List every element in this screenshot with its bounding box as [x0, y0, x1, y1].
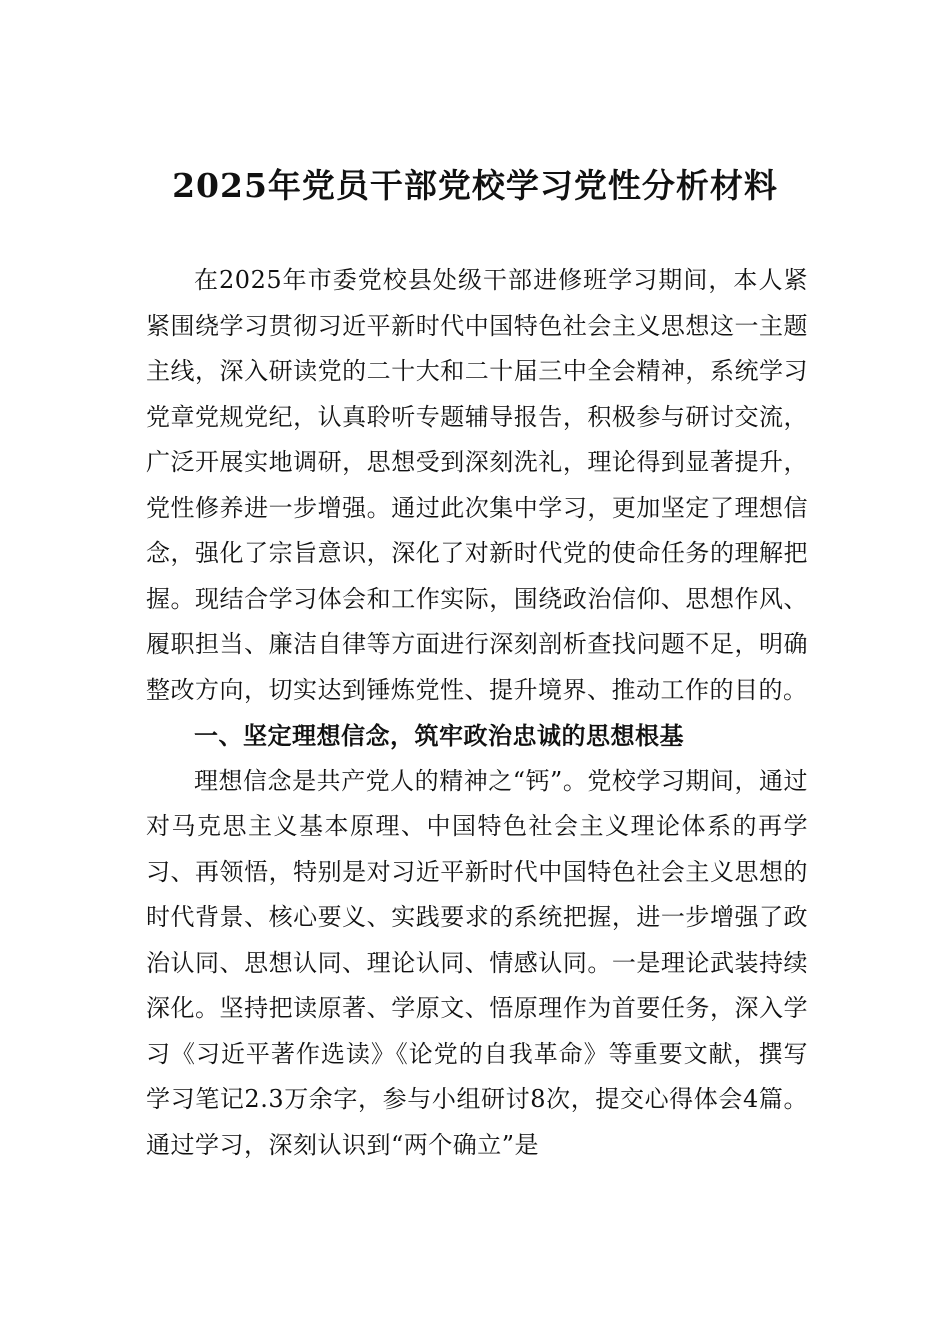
document-body — [146, 258, 808, 1168]
intro-paragraph: 在2025年市委党校县处级干部进修班学习期间，本人紧紧围绕学习贯彻习近平新时代中国特色社会主义思想这一主题主线，深入研读党的二十大和二十届三中全会精神，系统学习党章党规党纪，认真聆听专题辅导报告，积极参与研讨交流，广泛开展实地调研，思想受到深刻洗礼，理论得到显著提升，党性修养进一步增强。通过此次集中学习，更加坚定了理想信念，强化了宗旨意识，深化了对新时代党的使命任务的理解把握。现结合学习体会和工作实际，围绕政治信仰、思想作风、履职担当、廉洁自律等方面进行深刻剖析查找问题不足，明确整改方向，切实达到锤炼党性、提升境界、推动工作的目的。 — [146, 266, 808, 704]
section-heading-1: 一、坚定理想信念，筑牢政治忠诚的思想根基 — [194, 721, 684, 750]
section-1-paragraph: 理想信念是共产党人的精神之“钙”。党校学习期间，通过对马克思主义基本原理、中国特色社会主义理论体系的再学习、再领悟，特别是对习近平新时代中国特色社会主义思想的时代背景、核心要义、实践要求的系统把握，进一步增强了政治认同、思想认同、理论认同、情感认同。一是理论武装持续深化。坚持把读原著、学原文、悟原理作为首要任务，深入学习《习近平著作选读》《论党的自我革命》等重要文献，撰写学习笔记2.3万余字，参与小组研讨8次，提交心得体会4篇。通过学习，深刻认识到“两个确立”是 — [146, 766, 808, 1159]
document-title: 2025年党员干部党校学习党性分析材料 — [172, 166, 778, 205]
